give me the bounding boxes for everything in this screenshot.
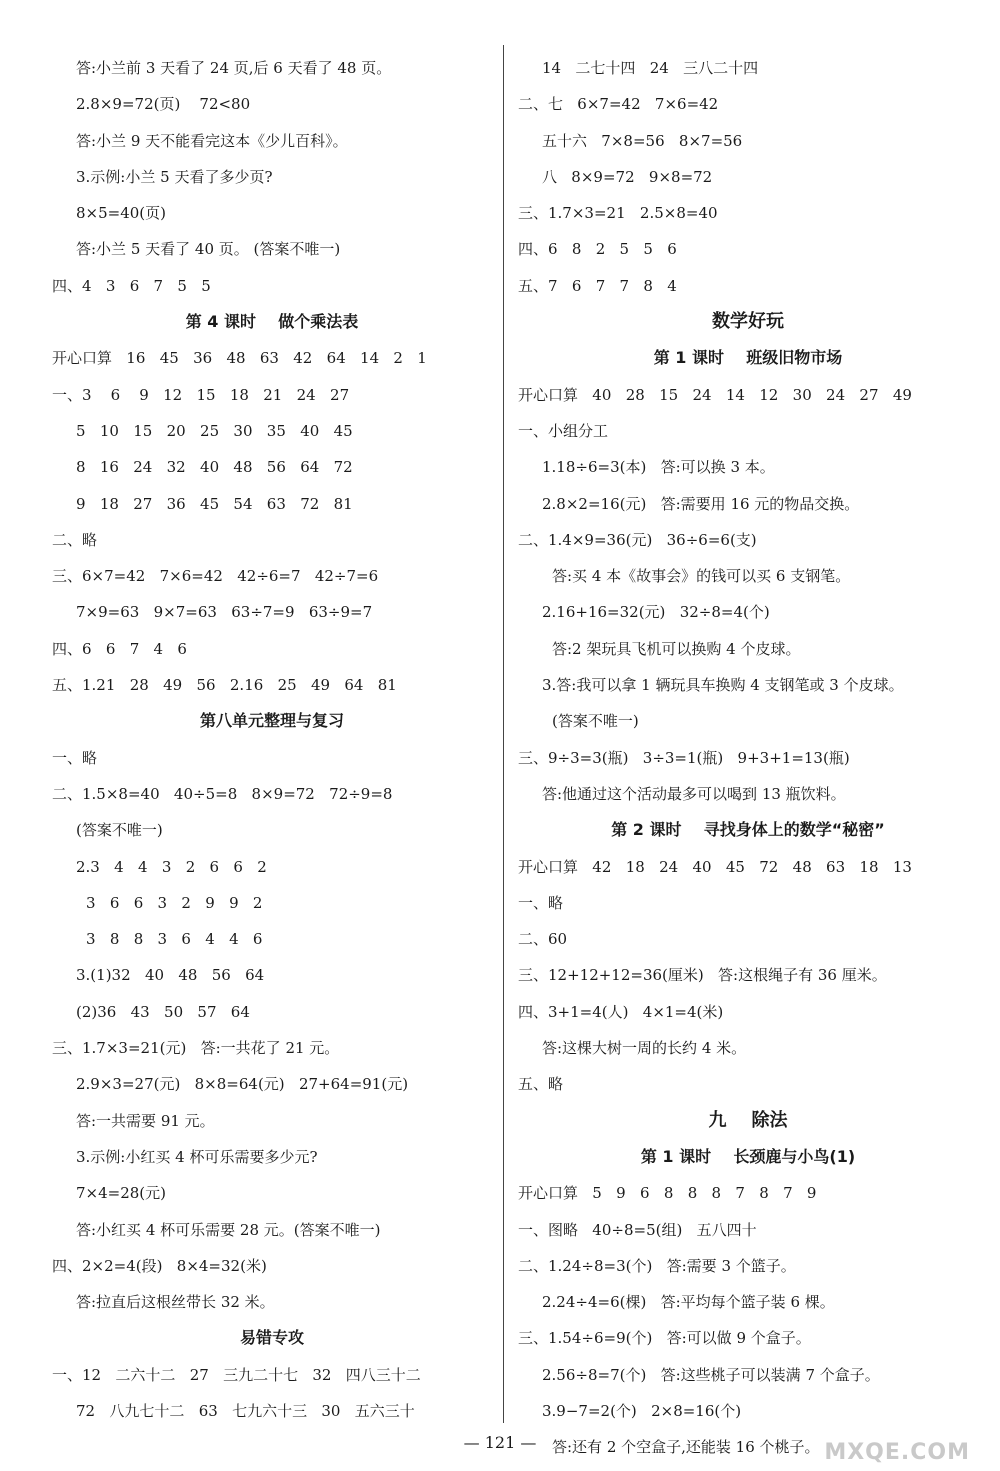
answer-line: 3 6 6 3 2 9 9 2 — [86, 893, 263, 912]
answer-line: 四、4 3 6 7 5 5 — [52, 276, 211, 295]
answer-line: 2.3 4 4 3 2 6 6 2 — [76, 857, 267, 876]
answer-line: 1.18÷6=3(本) 答:可以换 3 本。 — [542, 458, 775, 477]
answer-line: 五、略 — [518, 1075, 564, 1094]
answer-line: 二、略 — [52, 530, 98, 549]
answer-line: 开心口算 42 18 24 40 45 72 48 63 18 13 — [518, 857, 912, 876]
section-heading: 第八单元整理与复习 — [199, 711, 344, 731]
answer-line: 五、1.21 28 49 56 2.16 25 49 64 81 — [52, 676, 397, 695]
answer-line: 3.(1)32 40 48 56 64 — [76, 966, 265, 985]
answer-line: 答:2 架玩具飞机可以换购 4 个皮球。 — [552, 639, 801, 658]
answer-line: 答:小红买 4 杯可乐需要 28 元。(答案不唯一) — [76, 1220, 381, 1239]
answer-line: 三、6×7=42 7×6=42 42÷6=7 42÷7=6 — [52, 567, 379, 586]
answer-line: 一、略 — [52, 748, 98, 767]
answer-line: 答:小兰 9 天不能看完这本《少儿百科》。 — [76, 131, 348, 150]
answer-line: 2.24÷4=6(棵) 答:平均每个篮子装 6 棵。 — [542, 1293, 835, 1312]
section-heading: 第 4 课时 做个乘法表 — [185, 312, 359, 332]
right-column — [518, 50, 978, 1466]
answer-line: (答案不唯一) — [552, 712, 639, 731]
answer-line: 二、1.24÷8=3(个) 答:需要 3 个篮子。 — [518, 1256, 796, 1275]
answer-line: 一、小组分工 — [518, 421, 609, 440]
answer-line: 7×9=63 9×7=63 63÷7=9 63÷9=7 — [76, 603, 373, 622]
answer-line: 答:拉直后这根丝带长 32 米。 — [76, 1293, 275, 1312]
answer-line: 二、七 6×7=42 7×6=42 — [518, 95, 719, 114]
answer-line: 三、9÷3=3(瓶) 3÷3=1(瓶) 9+3+1=13(瓶) — [518, 748, 850, 767]
answer-line: 三、1.54÷6=9(个) 答:可以做 9 个盒子。 — [518, 1329, 811, 1348]
answer-line: 9 18 27 36 45 54 63 72 81 — [76, 494, 353, 513]
answer-line: 开心口算 40 28 15 24 14 12 30 24 27 49 — [518, 385, 912, 404]
answer-line: 3.9−7=2(个) 2×8=16(个) — [542, 1401, 742, 1420]
section-heading: 九 除法 — [708, 1109, 788, 1131]
answer-line: 三、1.7×3=21(元) 答:一共花了 21 元。 — [52, 1039, 340, 1058]
answer-line: 7×4=28(元) — [76, 1184, 167, 1203]
answer-line: (2)36 43 50 57 64 — [76, 1002, 250, 1021]
answer-line: 72 八九七十二 63 七九六十三 30 五六三十 — [76, 1401, 415, 1420]
answer-line: 四、3+1=4(人) 4×1=4(米) — [518, 1002, 724, 1021]
answer-line: 开心口算 16 45 36 48 63 42 64 14 2 1 — [52, 349, 427, 368]
answer-line: 3.示例:小红买 4 杯可乐需要多少元? — [76, 1147, 318, 1166]
answer-line: 2.8×9=72(页) 72<80 — [76, 95, 251, 114]
answer-line: 二、1.4×9=36(元) 36÷6=6(支) — [518, 530, 757, 549]
answer-line: 五、7 6 7 7 8 4 — [518, 276, 677, 295]
answer-line: 2.16+16=32(元) 32÷8=4(个) — [542, 603, 770, 622]
answer-line: 二、1.5×8=40 40÷5=8 8×9=72 72÷9=8 — [52, 784, 393, 803]
answer-line: 3 8 8 3 6 4 4 6 — [86, 930, 263, 949]
answer-line: 2.56÷8=7(个) 答:这些桃子可以装满 7 个盒子。 — [542, 1365, 880, 1384]
answer-line: 答:还有 2 个空盒子,还能装 16 个桃子。 — [552, 1438, 820, 1457]
answer-line: 三、12+12+12=36(厘米) 答:这根绳子有 36 厘米。 — [518, 966, 887, 985]
answer-line: 四、6 8 2 5 5 6 — [518, 240, 677, 259]
answer-line: 2.8×2=16(元) 答:需要用 16 元的物品交换。 — [542, 494, 860, 513]
answer-line: 14 二七十四 24 三八二十四 — [542, 59, 759, 77]
answer-line: 答:买 4 本《故事会》的钱可以买 6 支钢笔。 — [552, 567, 851, 586]
answer-line: 8×5=40(页) — [76, 204, 167, 223]
answer-line: 3.示例:小兰 5 天看了多少页? — [76, 167, 273, 186]
answer-line: (答案不唯一) — [76, 821, 163, 840]
answer-line: 答:他通过这个活动最多可以喝到 13 瓶饮料。 — [542, 784, 846, 803]
page-number: — 121 — — [463, 1433, 537, 1452]
answer-line: 四、2×2=4(段) 8×4=32(米) — [52, 1256, 267, 1275]
answer-line: 答:这棵大树一周的长约 4 米。 — [542, 1039, 747, 1058]
answer-line: 8 16 24 32 40 48 56 64 72 — [76, 458, 353, 477]
answer-line: 3.答:我可以拿 1 辆玩具车换购 4 支钢笔或 3 个皮球。 — [542, 676, 904, 695]
answer-line: 五十六 7×8=56 8×7=56 — [542, 131, 743, 150]
section-heading: 第 2 课时 寻找身体上的数学“秘密” — [611, 820, 885, 840]
section-heading: 易错专攻 — [239, 1328, 304, 1348]
answer-line: 一、图略 40÷8=5(组) 五八四十 — [518, 1220, 757, 1239]
answer-line: 八 8×9=72 9×8=72 — [542, 167, 713, 186]
answer-line: 答:小兰 5 天看了 40 页。 (答案不唯一) — [76, 240, 341, 259]
answer-line: 2.9×3=27(元) 8×8=64(元) 27+64=91(元) — [76, 1075, 409, 1094]
answer-line: 一、略 — [518, 893, 564, 912]
answer-line: 5 10 15 20 25 30 35 40 45 — [76, 421, 353, 440]
answer-line: 一、3 6 9 12 15 18 21 24 27 — [52, 385, 350, 404]
watermark-logo: MXQE.COM — [824, 1440, 970, 1465]
answer-line: 答:一共需要 91 元。 — [76, 1111, 215, 1130]
column-divider — [503, 45, 504, 1423]
answer-line: 二、60 — [518, 930, 568, 949]
answer-line: 答:小兰前 3 天看了 24 页,后 6 天看了 48 页。 — [76, 59, 392, 77]
section-heading: 数学好玩 — [712, 311, 784, 333]
left-column — [52, 50, 492, 1429]
answer-line: 四、6 6 7 4 6 — [52, 639, 187, 658]
answer-line: 一、12 二六十二 27 三九二十七 32 四八三十二 — [52, 1365, 421, 1384]
answer-line: 三、1.7×3=21 2.5×8=40 — [518, 204, 718, 223]
section-heading: 第 1 课时 班级旧物市场 — [653, 348, 843, 368]
section-heading: 第 1 课时 长颈鹿与小鸟(1) — [640, 1146, 856, 1166]
answer-line: 开心口算 5 9 6 8 8 8 7 8 7 9 — [518, 1184, 817, 1203]
